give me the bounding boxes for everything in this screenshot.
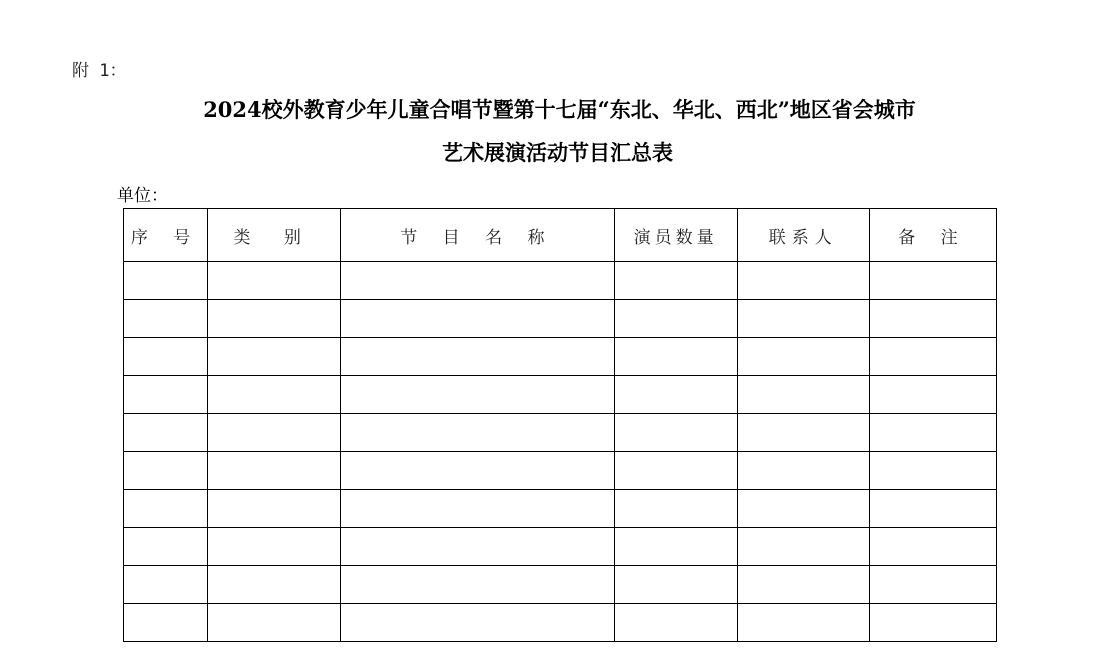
cell-remarks	[869, 604, 996, 642]
cell-performer-count	[614, 338, 737, 376]
cell-category	[208, 452, 341, 490]
cell-program-name	[341, 566, 614, 604]
table-row	[124, 376, 997, 414]
cell-contact	[737, 604, 869, 642]
cell-program-name	[341, 490, 614, 528]
table-row	[124, 490, 997, 528]
unit-label: 单位：	[117, 186, 168, 206]
cell-performer-count	[614, 452, 737, 490]
cell-performer-count	[614, 300, 737, 338]
cell-program-name	[341, 300, 614, 338]
cell-remarks	[869, 414, 996, 452]
cell-performer-count	[614, 414, 737, 452]
cell-remarks	[869, 338, 996, 376]
header-program-name: 节 目 名 称	[341, 209, 614, 262]
cell-contact	[737, 414, 869, 452]
cell-remarks	[869, 300, 996, 338]
cell-performer-count	[614, 490, 737, 528]
table-row	[124, 300, 997, 338]
cell-program-name	[341, 414, 614, 452]
cell-remarks	[869, 376, 996, 414]
cell-contact	[737, 528, 869, 566]
table-row	[124, 414, 997, 452]
table-row	[124, 528, 997, 566]
table-row	[124, 452, 997, 490]
cell-program-name	[341, 376, 614, 414]
cell-contact	[737, 566, 869, 604]
cell-index	[124, 528, 208, 566]
header-category: 类 别	[208, 209, 341, 262]
cell-contact	[737, 490, 869, 528]
cell-index	[124, 300, 208, 338]
cell-index	[124, 604, 208, 642]
cell-performer-count	[614, 528, 737, 566]
program-summary-table	[123, 208, 997, 642]
cell-contact	[737, 262, 869, 300]
cell-category	[208, 528, 341, 566]
cell-index	[124, 414, 208, 452]
cell-contact	[737, 452, 869, 490]
cell-contact	[737, 376, 869, 414]
table-row	[124, 604, 997, 642]
cell-remarks	[869, 490, 996, 528]
cell-program-name	[341, 452, 614, 490]
document-title-line-1: 2024校外教育少年儿童合唱节暨第十七届“东北、华北、西北”地区省会城市	[203, 97, 916, 122]
cell-remarks	[869, 262, 996, 300]
cell-performer-count	[614, 566, 737, 604]
cell-index	[124, 566, 208, 604]
cell-performer-count	[614, 262, 737, 300]
cell-index	[124, 262, 208, 300]
header-performer-count: 演员数量	[614, 209, 737, 262]
cell-program-name	[341, 338, 614, 376]
attachment-label: 附 1：	[72, 61, 127, 81]
table-row	[124, 338, 997, 376]
cell-remarks	[869, 528, 996, 566]
cell-contact	[737, 338, 869, 376]
cell-category	[208, 566, 341, 604]
cell-performer-count	[614, 376, 737, 414]
header-remarks: 备 注	[869, 209, 996, 262]
table-header-row	[124, 209, 997, 262]
cell-index	[124, 490, 208, 528]
cell-remarks	[869, 452, 996, 490]
cell-program-name	[341, 528, 614, 566]
cell-program-name	[341, 604, 614, 642]
cell-index	[124, 452, 208, 490]
cell-index	[124, 376, 208, 414]
cell-index	[124, 338, 208, 376]
table-row	[124, 566, 997, 604]
cell-category	[208, 338, 341, 376]
header-contact: 联系人	[737, 209, 869, 262]
cell-category	[208, 300, 341, 338]
cell-program-name	[341, 262, 614, 300]
document-title-line-2: 艺术展演活动节目汇总表	[442, 140, 673, 165]
cell-contact	[737, 300, 869, 338]
cell-performer-count	[614, 604, 737, 642]
cell-category	[208, 376, 341, 414]
cell-category	[208, 604, 341, 642]
cell-category	[208, 414, 341, 452]
table-row	[124, 262, 997, 300]
cell-remarks	[869, 566, 996, 604]
cell-category	[208, 262, 341, 300]
cell-category	[208, 490, 341, 528]
header-index: 序 号	[124, 209, 208, 262]
